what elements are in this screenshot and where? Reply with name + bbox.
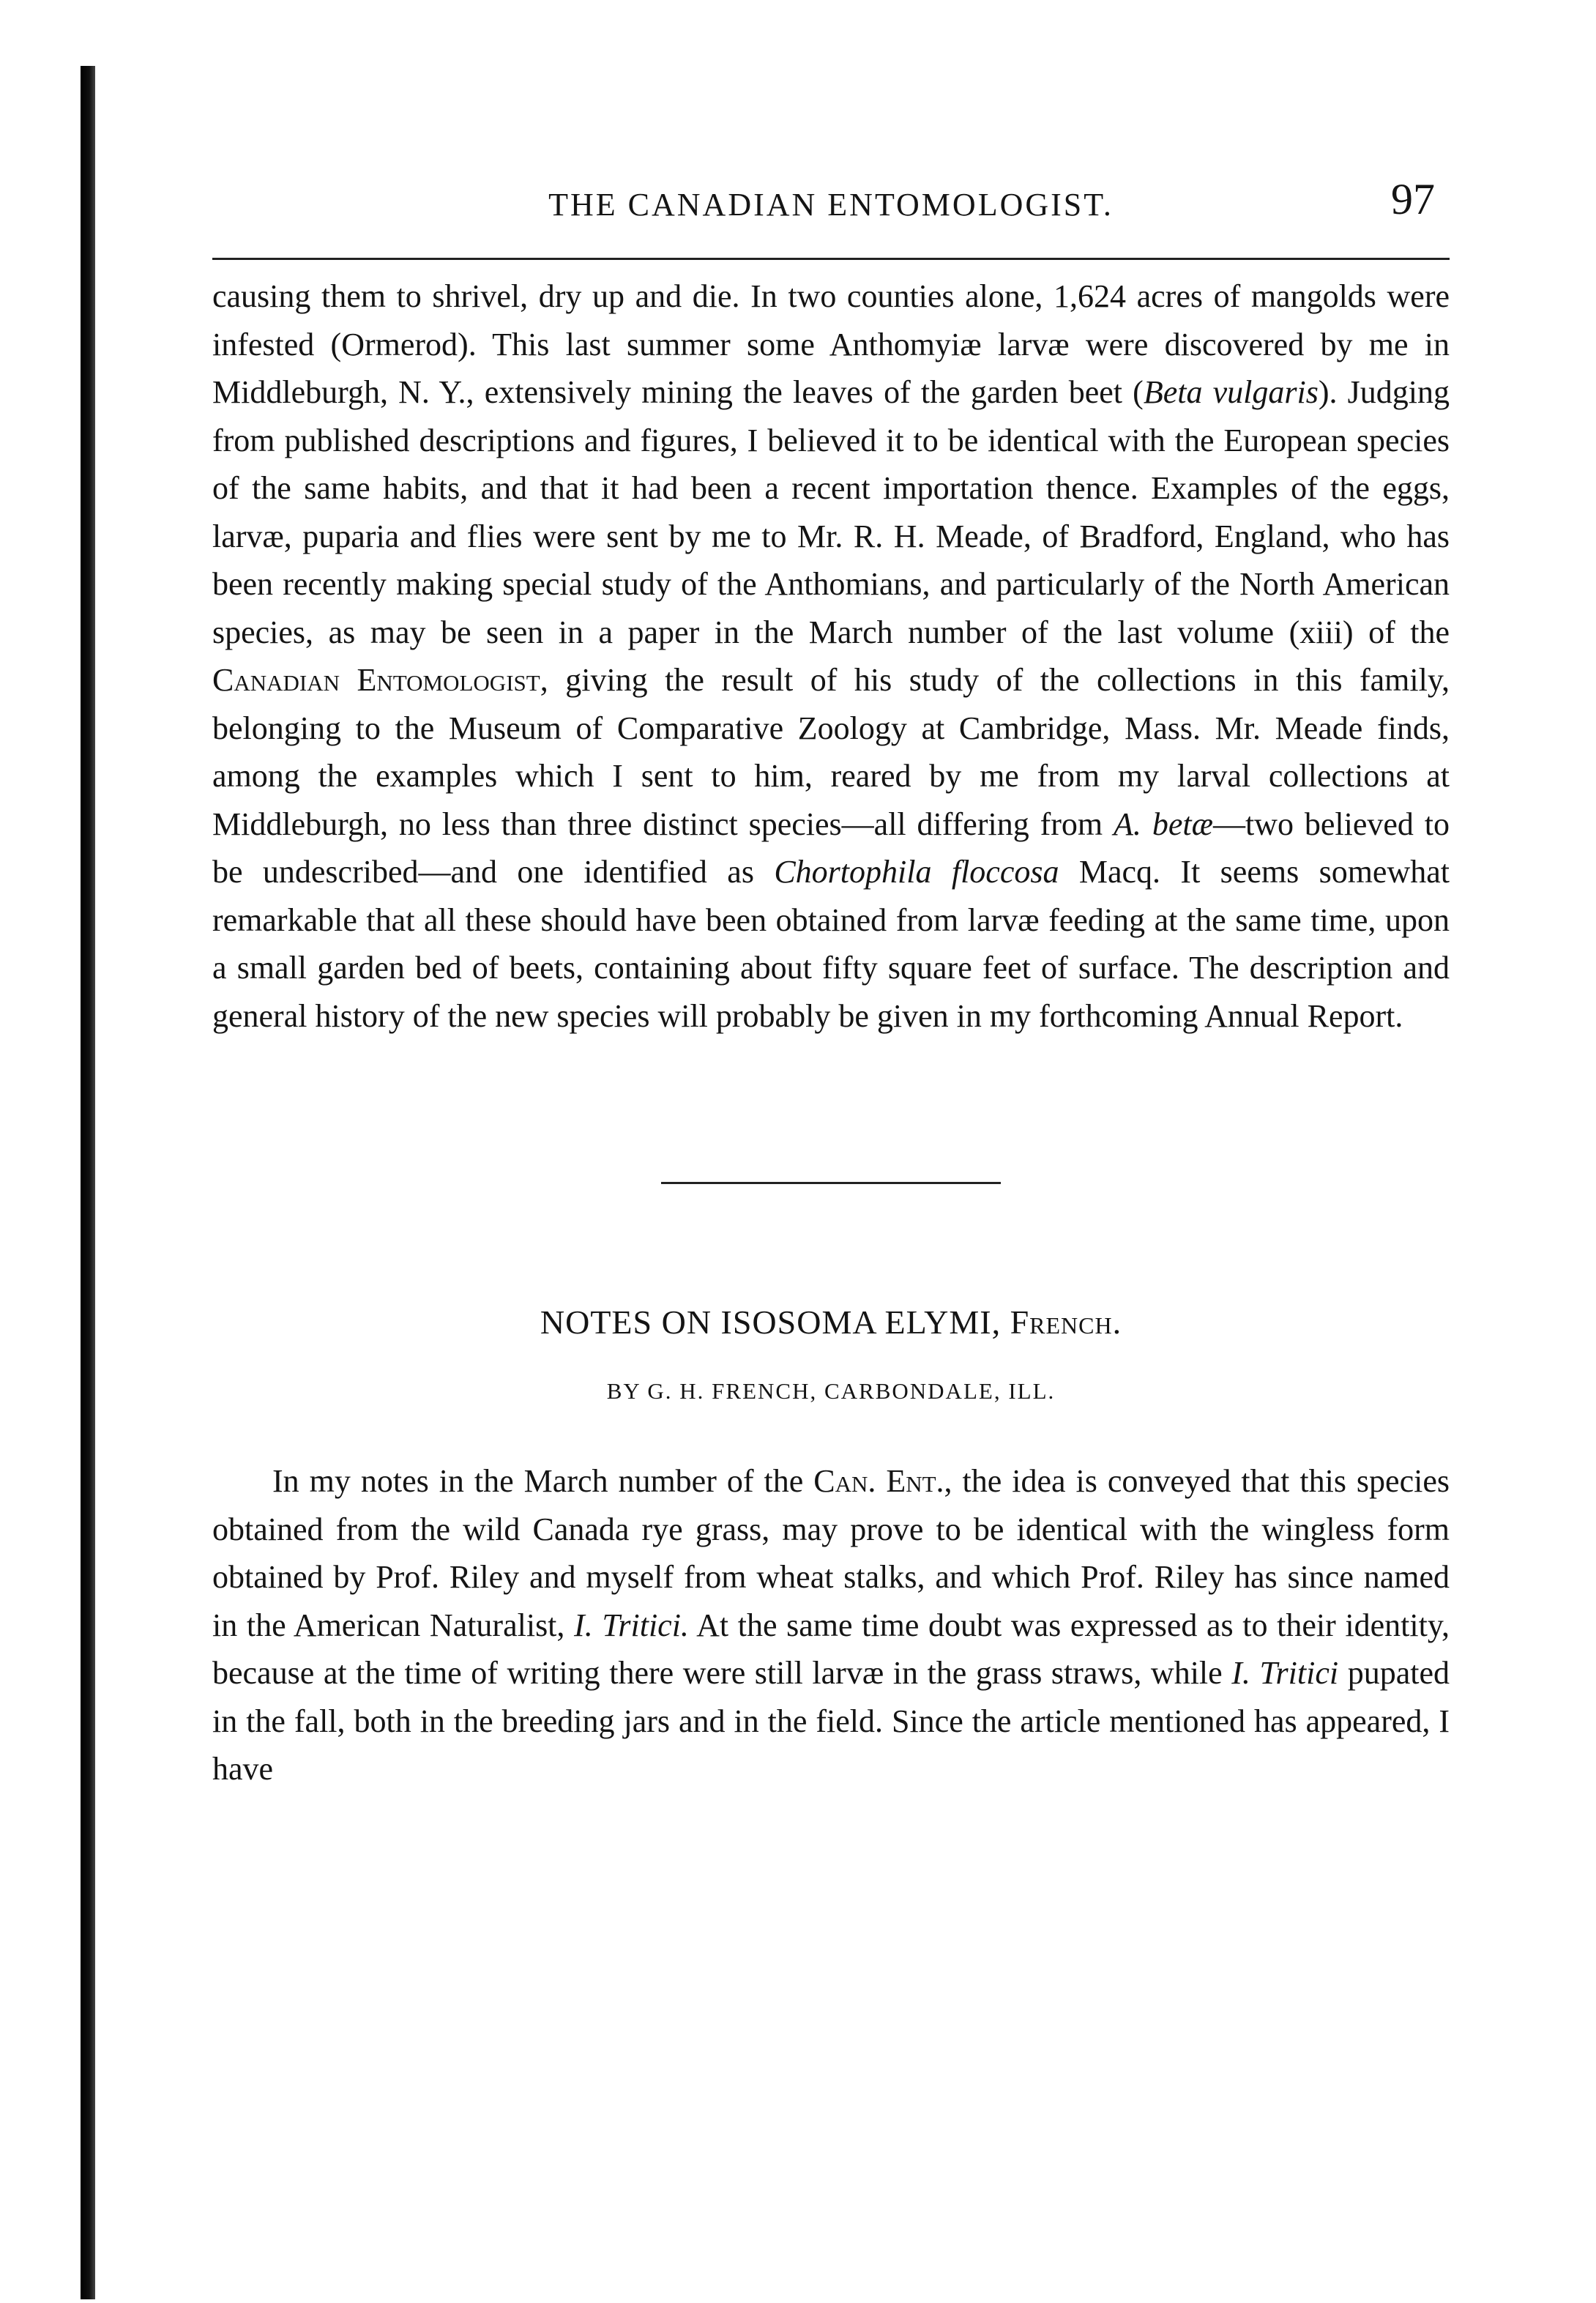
section-divider <box>661 1182 1001 1184</box>
byline: BY G. H. FRENCH, CARBONDALE, ILL. <box>606 1378 1056 1404</box>
article-title <box>212 1303 1450 1342</box>
italic-term: Chortophila floccosa <box>774 854 1059 890</box>
text: pupated in the fall, both in the breeding jars and in the field. Since the article mentioned has appeared, I have <box>212 1655 1450 1787</box>
text: , giving the result of his study of the collections in this family, belonging to the Museum of Comparative Zoology at Cambridge, Mass. Mr. Meade finds, among the examples which I sent to him, reared by me from my larval collections at Middleburgh, no less than three distinct species—all differing from <box>212 662 1450 842</box>
running-head <box>212 168 1450 234</box>
binding-edge <box>81 66 95 2299</box>
journal-abbrev: Can. Ent. <box>813 1463 944 1499</box>
italic-term: I. Tritici <box>1231 1655 1339 1691</box>
text: ). Judging from published descriptions and figures, I believed it to be identical with the European species of the same habits, and that it had been a recent importation thence. Examples of the eggs, larvæ, puparia and flies were sent by me to Mr. R. H. Meade, of Bradford, England, who has been recently making special study of the Anthomians, and particularly of the North American species, as may be seen in a paper in the March number of the last volume (xiii) of the <box>212 374 1450 650</box>
page-number: 97 <box>1391 175 1435 223</box>
text: In my notes in the March number of the <box>272 1463 814 1499</box>
text: causing them to shrivel, dry up and die. In two counties alone, 1,624 acres of mangolds were infested (Ormerod). This last summer some Anthomyiæ larvæ were discovered by me in Middleburgh, N. Y., extensively mining the leaves of the garden beet ( <box>212 278 1450 410</box>
header-rule <box>212 258 1450 260</box>
text: At the same time doubt was expressed as to their identity, because at the time of writing there were still larvæ in the grass straws, while <box>212 1607 1450 1691</box>
italic-term: A. betæ <box>1114 806 1213 842</box>
paragraph-2 <box>212 1457 1450 1793</box>
text: Macq. It seems somewhat remarkable that all these should have been obtained from larvæ feeding at the same time, upon a small garden bed of beets, containing about fifty square feet of surface. The description and general history of the new species will probably be given in my forthcoming Annual Report. <box>212 854 1450 1034</box>
running-title: THE CANADIAN ENTOMOLOGIST. <box>548 187 1114 223</box>
paragraph-1 <box>212 272 1450 1040</box>
text: —two believed to be undescribed—and one identified as <box>212 806 1450 890</box>
italic-term: I. Tritici. <box>574 1607 689 1643</box>
text: , the idea is conveyed that this species obtained from the wild Canada rye grass, may prove to be identical with the wingless form obtained by Prof. Riley and myself from wheat stalks, and which Prof. Riley has since named in the American Naturalist, <box>212 1463 1450 1643</box>
italic-term: Beta vulgaris <box>1143 374 1319 410</box>
page <box>212 168 1450 1793</box>
title-main: NOTES ON ISOSOMA ELYMI, <box>540 1303 1010 1341</box>
journal-name: Canadian Entomologist <box>212 662 540 698</box>
title-author: French. <box>1010 1303 1122 1341</box>
